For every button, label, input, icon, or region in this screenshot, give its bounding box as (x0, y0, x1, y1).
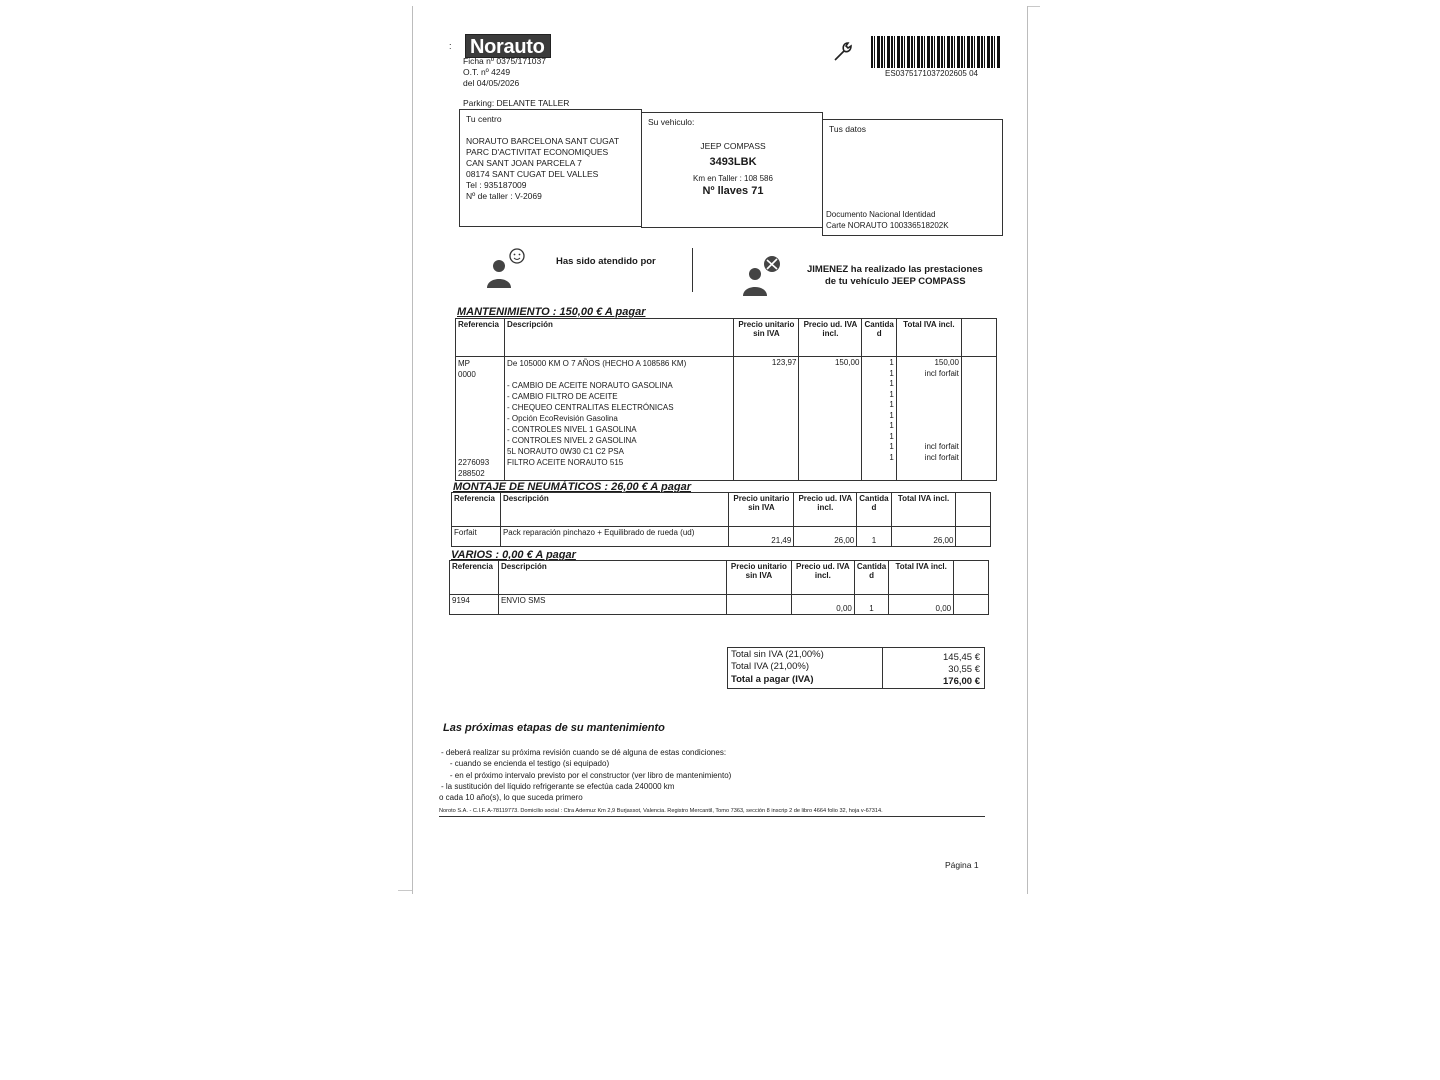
attended-label: Has sido atendido por (556, 256, 656, 267)
invoice-date: del 04/05/2026 (463, 78, 520, 88)
unit-price (726, 595, 791, 615)
proximas-title: Las próximas etapas de su mantenimiento (443, 722, 665, 734)
col-unit: Precio unitario sin IVA (726, 561, 791, 595)
page-number: Página 1 (945, 860, 979, 870)
ref-cell: MP 0000 2276093 288502 (456, 357, 505, 481)
col-qty: Cantida d (857, 493, 891, 527)
legal-footer: Noroto S.A. - C.I.F. A-78119773. Domicilio social : Ctra Ademuz Km 2,9 Burjassot, Valencia. Registro Mercantil, Tomo 7363, sección 8 inscrip 2 de libro 4664 folio 32, hoja v-67314. (439, 807, 985, 817)
mechanic-line1: JIMENEZ ha realizado las prestaciones (807, 264, 983, 275)
neumaticos-table (451, 492, 991, 547)
centro-line: Tel : 935187009 (466, 180, 527, 190)
empty-cell (956, 527, 991, 547)
centro-box (459, 109, 642, 227)
vehiculo-km: Km en Taller : 108 586 (693, 174, 773, 183)
col-unit: Precio unitario sin IVA (734, 319, 799, 357)
desc-cell: De 105000 KM O 7 AÑOS (HECHO A 108586 KM) - CAMBIO DE ACEITE NORAUTO GASOLINA - CAMBIO FILTRO DE ACEITE - CHEQUEO CENTRALITAS ELECTRÓNICAS - Opción EcoRevisión Gasolina - CONTROLES NIVEL 1 GASOLINA - CONTROLES NIVEL 2 GASOLINA 5L NORAUTO 0W30 C1 C2 PSA FILTRO ACEITE NORAUTO 515 (505, 357, 734, 481)
centro-line: PARC D'ACTIVITAT ECONOMIQUES (466, 147, 609, 157)
col-empty (956, 493, 991, 527)
table-header-row (456, 319, 997, 357)
totals-box (727, 647, 985, 689)
col-ud: Precio ud. IVA incl. (799, 319, 862, 357)
mantenimiento-table (455, 318, 997, 481)
col-unit: Precio unitario sin IVA (729, 493, 794, 527)
ot-number: O.T. nº 4249 (463, 67, 511, 77)
datos-carte: Carte NORAUTO 100336518202K (826, 221, 949, 230)
vehiculo-box (641, 112, 823, 228)
table-header-row (450, 561, 989, 595)
proximas-line: - cuando se encienda el testigo (si equipado) (441, 759, 610, 768)
table-row (450, 595, 989, 615)
proximas-line: o cada 10 año(s), lo que suceda primero (439, 793, 583, 802)
mantenimiento-title: MANTENIMIENTO : 150,00 € A pagar (457, 306, 646, 318)
total-iva-label: Total IVA (21,00%) (731, 661, 809, 672)
advisor-icon (483, 246, 527, 290)
col-total: Total IVA incl. (896, 319, 961, 357)
varios-table (449, 560, 989, 615)
datos-title: Tus datos (829, 124, 867, 134)
col-ref: Referencia (452, 493, 501, 527)
col-empty (954, 561, 989, 595)
empty-cell (954, 595, 989, 615)
qty-cell: 1 (854, 595, 888, 615)
col-empty (961, 319, 996, 357)
col-total: Total IVA incl. (889, 561, 954, 595)
col-desc: Descripción (500, 493, 728, 527)
col-desc: Descripción (498, 561, 726, 595)
total-cell: 0,00 (889, 595, 954, 615)
barcode-number: ES0375171037202605 04 (885, 69, 978, 78)
col-ref: Referencia (450, 561, 499, 595)
barcode-icon (871, 36, 1001, 68)
datos-box (822, 119, 1003, 236)
centro-line: CAN SANT JOAN PARCELA 7 (466, 158, 582, 168)
wrench-icon (831, 40, 855, 64)
col-desc: Descripción (505, 319, 734, 357)
vehiculo-model: JEEP COMPASS (700, 141, 766, 151)
qty-cell: 1 (857, 527, 891, 547)
col-total: Total IVA incl. (891, 493, 956, 527)
total-iva-value: 30,55 € (948, 664, 980, 675)
desc-cell: Pack reparación pinchazo + Equilibrado de rueda (ud) (500, 527, 728, 547)
ref-cell: Forfait (452, 527, 501, 547)
centro-line: 08174 SANT CUGAT DEL VALLES (466, 169, 599, 179)
empty-cell (961, 357, 996, 481)
table-row (456, 357, 997, 481)
unit-price: 123,97 (734, 357, 799, 481)
mechanic-line2: de tu vehículo JEEP COMPASS (825, 276, 966, 287)
parking-info: Parking: DELANTE TALLER (463, 98, 570, 108)
centro-line: Nº de taller : V-2069 (466, 191, 542, 201)
proximas-line: - deberá realizar su próxima revisión cuando se dé alguna de estas condiciones: (441, 748, 727, 757)
table-row (452, 527, 991, 547)
total-sin-iva-value: 145,45 € (943, 652, 980, 663)
totals-divider (882, 648, 883, 688)
desc-cell: ENVIO SMS (498, 595, 726, 615)
col-qty: Cantida d (862, 319, 896, 357)
logo-marker: : (449, 41, 452, 51)
total-sin-iva-label: Total sin IVA (21,00%) (731, 649, 824, 660)
ud-price: 0,00 (791, 595, 854, 615)
total-pagar-value: 176,00 € (943, 676, 980, 687)
ficha-number: Ficha nº 0375/171037 (463, 56, 546, 66)
norauto-logo: Norauto (465, 34, 551, 58)
vehiculo-plate: 3493LBK (709, 156, 757, 168)
col-ud: Precio ud. IVA incl. (794, 493, 857, 527)
ud-price: 150,00 (799, 357, 862, 481)
total-cell: 150,00 incl forfait incl forfait incl forfait (896, 357, 961, 481)
proximas-line: - en el próximo intervalo previsto por el constructor (ver libro de mantenimiento) (441, 771, 732, 780)
col-ud: Precio ud. IVA incl. (791, 561, 854, 595)
centro-title: Tu centro (466, 114, 502, 124)
varios-title: VARIOS : 0,00 € A pagar (451, 549, 576, 561)
qty-cell: 1 1 1 1 1 1 1 1 1 1 (862, 357, 896, 481)
proximas-line: - la sustitución del líquido refrigerante se efectúa cada 240000 km (441, 782, 675, 791)
neumaticos-title: MONTAJE DE NEUMÁTICOS : 26,00 € A pagar (453, 481, 691, 493)
datos-doc: Documento Nacional Identidad (826, 210, 936, 219)
ud-price: 26,00 (794, 527, 857, 547)
mechanic-icon (739, 254, 783, 298)
total-cell: 26,00 (891, 527, 956, 547)
vehiculo-title: Su vehiculo: (648, 117, 695, 127)
col-ref: Referencia (456, 319, 505, 357)
unit-price: 21,49 (729, 527, 794, 547)
divider (692, 248, 693, 292)
vehiculo-llaves: Nº llaves 71 (702, 185, 764, 197)
col-qty: Cantida d (854, 561, 888, 595)
ref-cell: 9194 (450, 595, 499, 615)
table-header-row (452, 493, 991, 527)
total-pagar-label: Total a pagar (IVA) (731, 674, 814, 685)
centro-line: NORAUTO BARCELONA SANT CUGAT (466, 136, 620, 146)
invoice-page (412, 6, 1028, 894)
